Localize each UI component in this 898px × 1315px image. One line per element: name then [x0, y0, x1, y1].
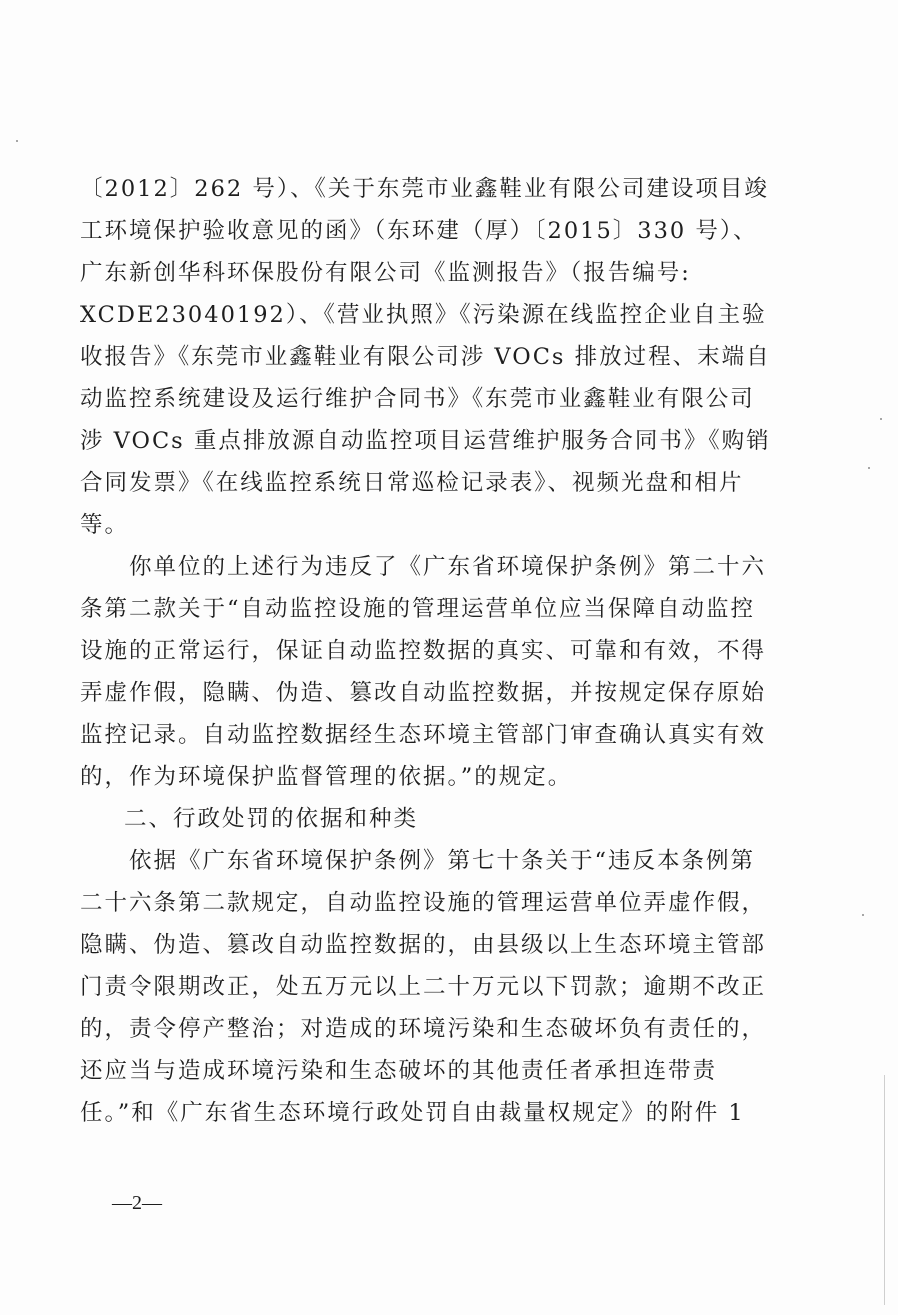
- text-line: 的，责令停产整治；对造成的环境污染和生态破坏负有责任的，: [80, 1016, 767, 1042]
- text-line: 隐瞒、伪造、篡改自动监控数据的，由县级以上生态环境主管部: [80, 932, 767, 958]
- paragraph-start-line: 依据《广东省环境保护条例》第七十条关于“违反本条例第: [80, 848, 756, 874]
- text-line: 任。”和《广东省生态环境行政处罚自由裁量权规定》的附件 1: [80, 1100, 745, 1126]
- text-line: 动监控系统建设及运行维护合同书》《东莞市业鑫鞋业有限公司: [80, 386, 755, 412]
- text-line: 收报告》《东莞市业鑫鞋业有限公司涉 VOCs 排放过程、末端自: [80, 344, 771, 370]
- text-line: 〔2012〕262 号）、《关于东莞市业鑫鞋业有限公司建设项目竣: [80, 176, 769, 202]
- body-text: [80, 168, 780, 1134]
- text-line: XCDE23040192）、《营业执照》《污染源在线监控企业自主验: [80, 302, 767, 328]
- text-line: 门责令限期改正，处五万元以上二十万元以下罚款；逾期不改正: [80, 974, 767, 1000]
- scan-speck: [16, 140, 18, 142]
- text-line: 的，作为环境保护监督管理的依据。”的规定。: [80, 764, 573, 790]
- text-line: 广东新创华科环保股份有限公司《监测报告》（报告编号:: [80, 260, 691, 286]
- paragraph-start-line: 你单位的上述行为违反了《广东省环境保护条例》第二十六: [80, 554, 767, 580]
- page-number: —2—: [112, 1192, 162, 1214]
- text-line: 二十六条第二款规定，自动监控设施的管理运营单位弄虚作假，: [80, 890, 767, 916]
- text-line: 工环境保护验收意见的函》（东环建（厚）〔2015〕330 号）、: [80, 218, 758, 244]
- scan-speck: [868, 467, 870, 469]
- text-line: 监控记录。自动监控数据经生态环境主管部门审查确认真实有效: [80, 722, 767, 748]
- text-line: 涉 VOCs 重点排放源自动监控项目运营维护服务合同书》《购销: [80, 428, 771, 454]
- scan-speck: [880, 418, 882, 420]
- text-line: 合同发票》《在线监控系统日常巡检记录表》、视频光盘和相片: [80, 470, 744, 496]
- text-line: 条第二款关于“自动监控设施的管理运营单位应当保障自动监控: [80, 596, 756, 622]
- scan-edge-line: [884, 1075, 885, 1305]
- text-line: 等。: [80, 512, 130, 538]
- scan-speck: [862, 914, 864, 916]
- text-line: 还应当与造成环境污染和生态破坏的其他责任者承担连带责: [80, 1058, 718, 1084]
- text-line: 设施的正常运行，保证自动监控数据的真实、可靠和有效，不得: [80, 638, 767, 664]
- section-heading: 二、行政处罚的依据和种类: [124, 806, 419, 832]
- text-line: 弄虚作假，隐瞒、伪造、篡改自动监控数据，并按规定保存原始: [80, 680, 767, 706]
